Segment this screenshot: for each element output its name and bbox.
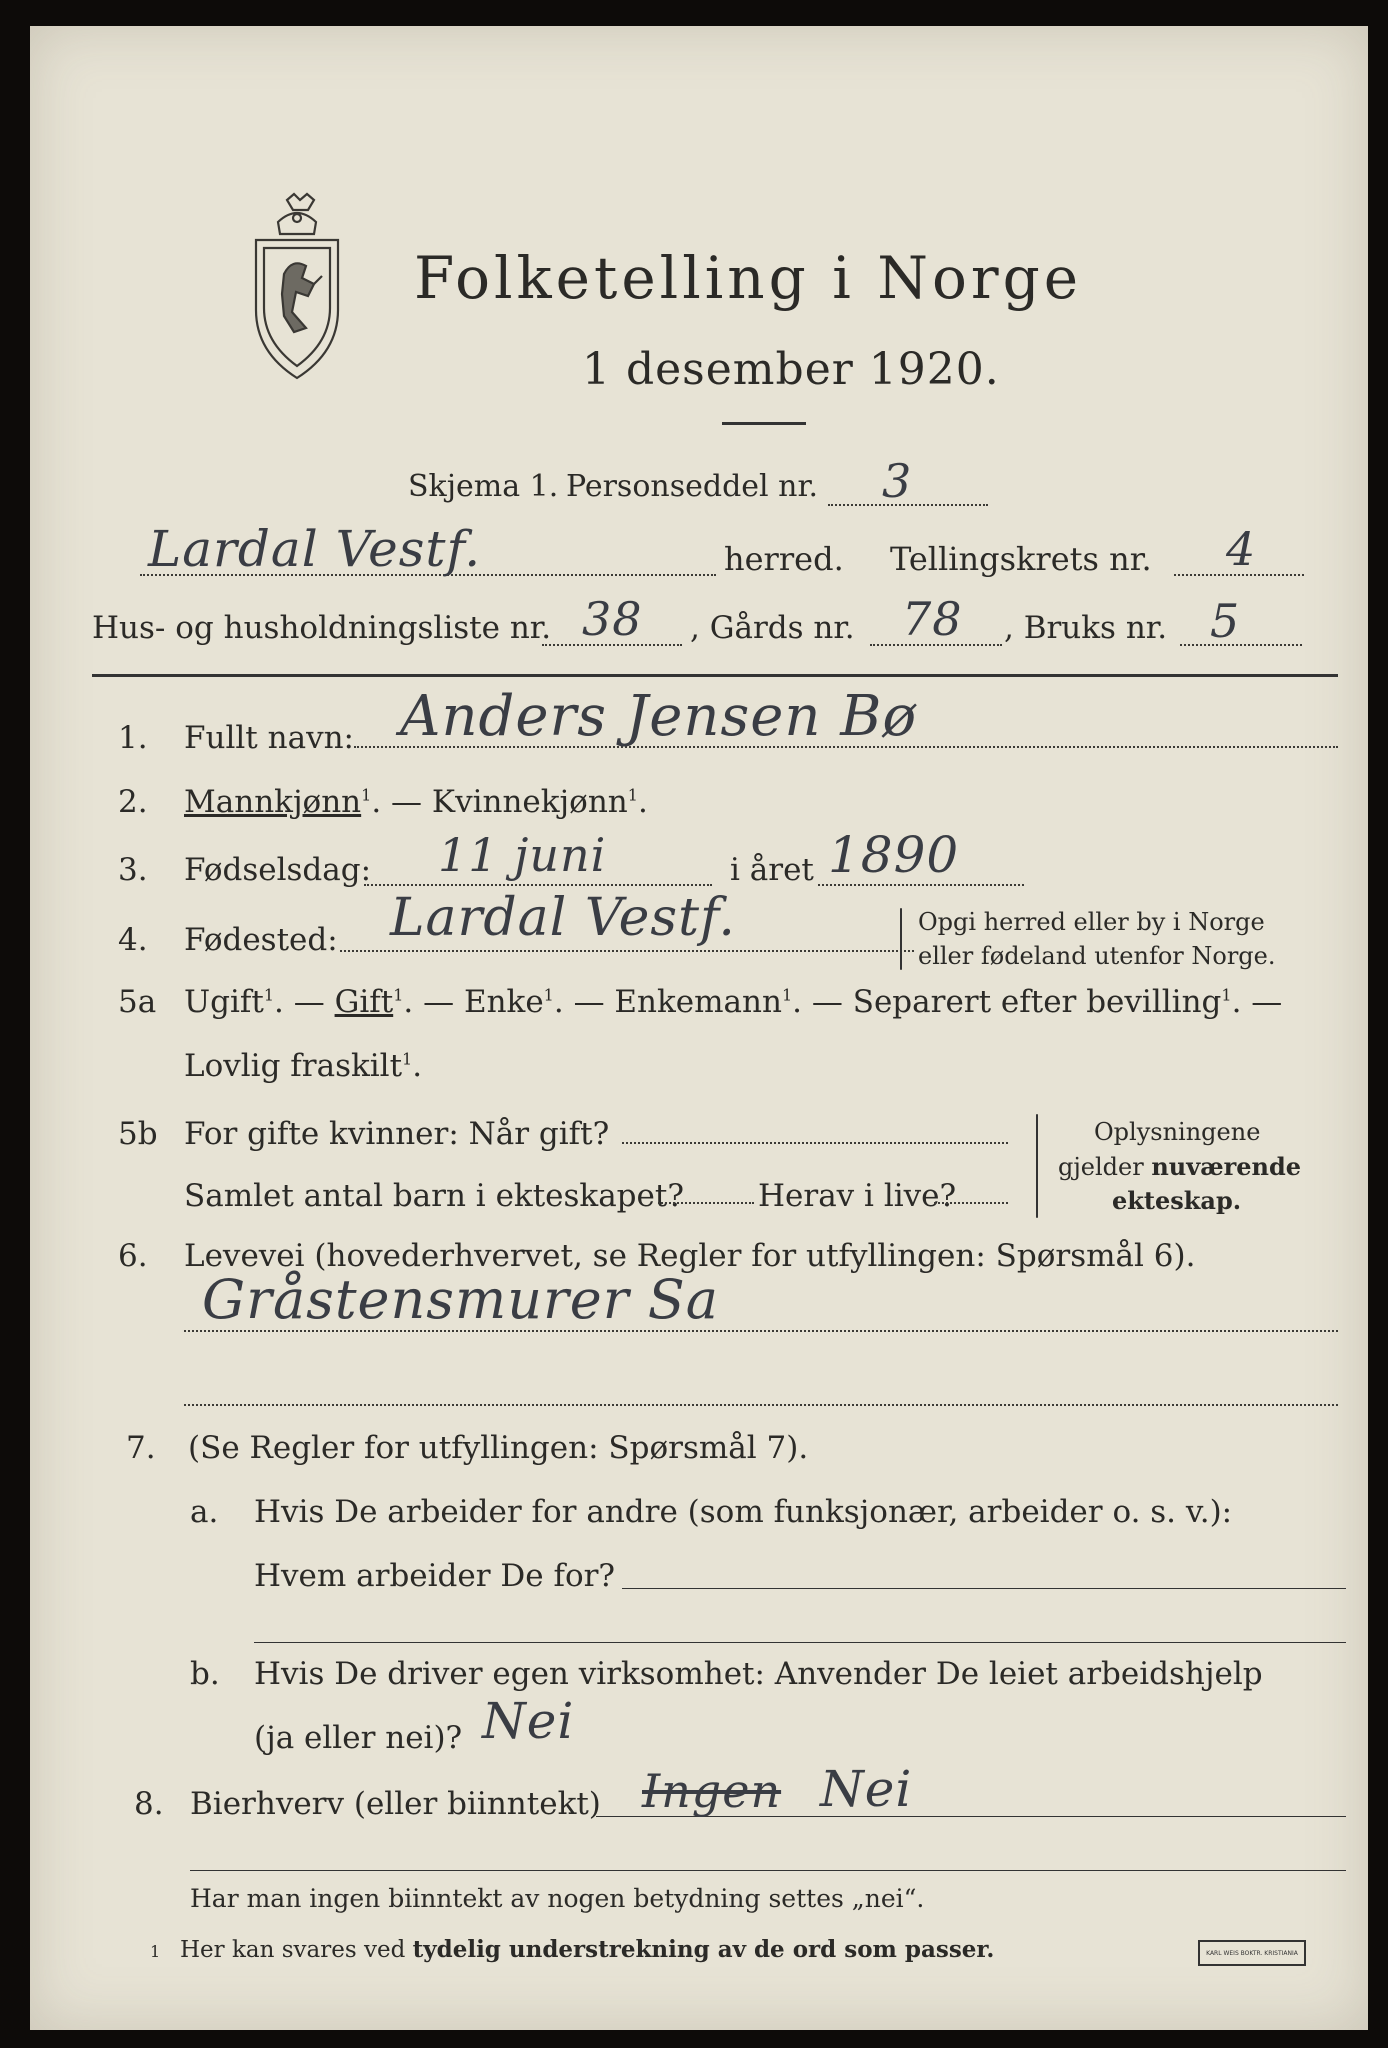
gender-male-option[interactable]: Mannkjønn <box>184 784 362 820</box>
marital-status-options: Ugift$^1$. — Gift$^1$. — Enke$^1$. — Enkemann$^1$. — Separert efter bevilling$^1$. — <box>184 984 1283 1020</box>
q4-label: Fødested: <box>184 922 338 958</box>
q5a-number: 5a <box>118 984 157 1020</box>
herred-value: Lardal Vestf. <box>148 520 482 578</box>
header-divider <box>92 674 1338 677</box>
marital-fraskilt-line: Lovlig fraskilt$^1$. <box>184 1048 423 1084</box>
footnote-text-plain: Her kan svares ved <box>180 1937 413 1963</box>
q1-number: 1. <box>118 720 148 756</box>
children-count-field[interactable] <box>658 1202 754 1204</box>
hus-label: Hus- og husholdningsliste nr. <box>92 610 552 646</box>
title-divider <box>722 422 806 425</box>
full-name-value: Anders Jensen Bø <box>400 684 918 749</box>
printer-stamp-text: KARL WEIS BOKTR. KRISTIANIA <box>1206 1949 1298 1957</box>
hus-value: 38 <box>582 592 643 646</box>
q7b-number: b. <box>190 1656 220 1692</box>
marital-enke-option[interactable]: Enke <box>463 984 544 1020</box>
census-form <box>30 26 1368 2030</box>
gender-female-option[interactable]: Kvinnekjønn <box>431 784 628 820</box>
when-married-field[interactable] <box>622 1142 1008 1144</box>
gender-end: . <box>637 784 648 820</box>
q5b-when-married-label: For gifte kvinner: Når gift? <box>184 1116 610 1152</box>
norwegian-coat-of-arms-icon <box>248 192 346 382</box>
q5b-number: 5b <box>118 1116 158 1152</box>
q1-label: Fullt navn: <box>184 720 354 756</box>
marital-enkemann-option[interactable]: Enkemann <box>614 984 782 1020</box>
q7b-yes-no-label: (ja eller nei)? <box>254 1720 463 1756</box>
employer-field-line2[interactable] <box>254 1642 1346 1643</box>
side-income-struck-value: Ingen <box>642 1764 782 1818</box>
census-date: 1 desember 1920. <box>582 344 1000 395</box>
marriage-note-line2 <box>1058 1152 1301 1181</box>
marital-fraskilt-option[interactable]: Lovlig fraskilt <box>184 1048 403 1084</box>
tellingskrets-label: Tellingskrets nr. <box>890 540 1152 578</box>
q7a-label: Hvis De arbeider for andre (som funksjonær, arbeider o. s. v.): <box>254 1494 1233 1530</box>
q6-number: 6. <box>118 1238 148 1274</box>
q8-number: 8. <box>134 1786 164 1822</box>
skjema-label: Skjema 1. <box>408 469 559 504</box>
children-alive-field[interactable] <box>934 1202 1008 1204</box>
year-label: i året <box>730 852 814 888</box>
personseddel-label: Personseddel nr. <box>566 469 819 504</box>
marriage-note-nuvaerende: nuværende <box>1151 1152 1302 1181</box>
side-income-value: Nei <box>820 1760 913 1818</box>
birthday-field[interactable] <box>364 884 712 886</box>
birthplace-note-bracket <box>900 908 902 970</box>
birthplace-value: Lardal Vestf. <box>390 888 736 948</box>
employer-field-line1[interactable] <box>622 1588 1346 1589</box>
q7a-employer-label: Hvem arbeider De for? <box>254 1558 616 1594</box>
q5b-children-label: Samlet antal barn i ekteskapet? <box>184 1178 684 1214</box>
tellingskrets-value: 4 <box>1226 522 1257 576</box>
hired-help-value: Nei <box>482 1692 575 1750</box>
bruks-field[interactable] <box>1180 644 1302 646</box>
q7b-label: Hvis De driver egen virksomhet: Anvender De leiet arbeidshjelp <box>254 1656 1263 1692</box>
occupation-field-line1[interactable] <box>184 1330 1338 1332</box>
bruks-label: , Bruks nr. <box>1004 610 1168 646</box>
herred-label: herred. <box>724 540 844 578</box>
marital-ugift-option[interactable]: Ugift <box>184 984 264 1020</box>
marriage-note-line1: Oplysningene <box>1094 1118 1261 1146</box>
form-title: Folketelling i Norge <box>414 244 1083 312</box>
q3-number: 3. <box>118 852 148 888</box>
q7-number: 7. <box>126 1430 156 1466</box>
footnote-marker: 1 <box>150 1942 161 1961</box>
footer-note: Har man ingen biinntekt av nogen betydning settes „nei“. <box>190 1884 925 1913</box>
side-income-field-line2[interactable] <box>190 1870 1346 1871</box>
q7-label: (Se Regler for utfyllingen: Spørsmål 7). <box>188 1430 809 1466</box>
footnote-text-bold: tydelig understrekning av de ord som passer. <box>412 1936 995 1963</box>
gender-separator: . — <box>371 784 432 820</box>
marital-gift-option[interactable]: Gift <box>334 984 394 1020</box>
q2-number: 2. <box>118 784 148 820</box>
q3-label: Fødselsdag: <box>184 852 372 888</box>
gards-label: , Gårds nr. <box>690 610 855 646</box>
q5b-alive-label: Herav i live? <box>758 1178 957 1214</box>
personseddel-value: 3 <box>882 454 913 508</box>
birth-year-field[interactable] <box>818 884 1024 886</box>
q7a-number: a. <box>190 1494 219 1530</box>
gender-options: Mannkjønn$^1$. — Kvinnekjønn$^1$. <box>184 784 648 820</box>
marriage-note-line3: ekteskap. <box>1112 1186 1242 1215</box>
bruks-value: 5 <box>1210 594 1241 648</box>
birthplace-field[interactable] <box>340 950 914 952</box>
birthplace-note-line2: eller fødeland utenfor Norge. <box>918 942 1276 970</box>
q8-label: Bierhverv (eller biinntekt) <box>190 1786 601 1822</box>
gards-value: 78 <box>902 592 963 646</box>
marriage-note-gjelder: gjelder <box>1058 1153 1152 1181</box>
q4-number: 4. <box>118 922 148 958</box>
occupation-field-line2[interactable] <box>184 1404 1338 1406</box>
printer-stamp <box>1198 1940 1306 1966</box>
footnote-text <box>180 1936 994 1963</box>
marriage-note-bracket <box>1036 1114 1038 1218</box>
marital-separert-option[interactable]: Separert efter bevilling <box>852 984 1222 1020</box>
q6-label: Levevei (hovederhvervet, se Regler for utfyllingen: Spørsmål 6). <box>184 1238 1196 1274</box>
birth-year-value: 1890 <box>828 826 960 884</box>
birthday-value: 11 juni <box>438 828 607 882</box>
occupation-value: Gråstensmurer Sa <box>202 1268 719 1331</box>
birthplace-note-line1: Opgi herred eller by i Norge <box>918 908 1265 936</box>
